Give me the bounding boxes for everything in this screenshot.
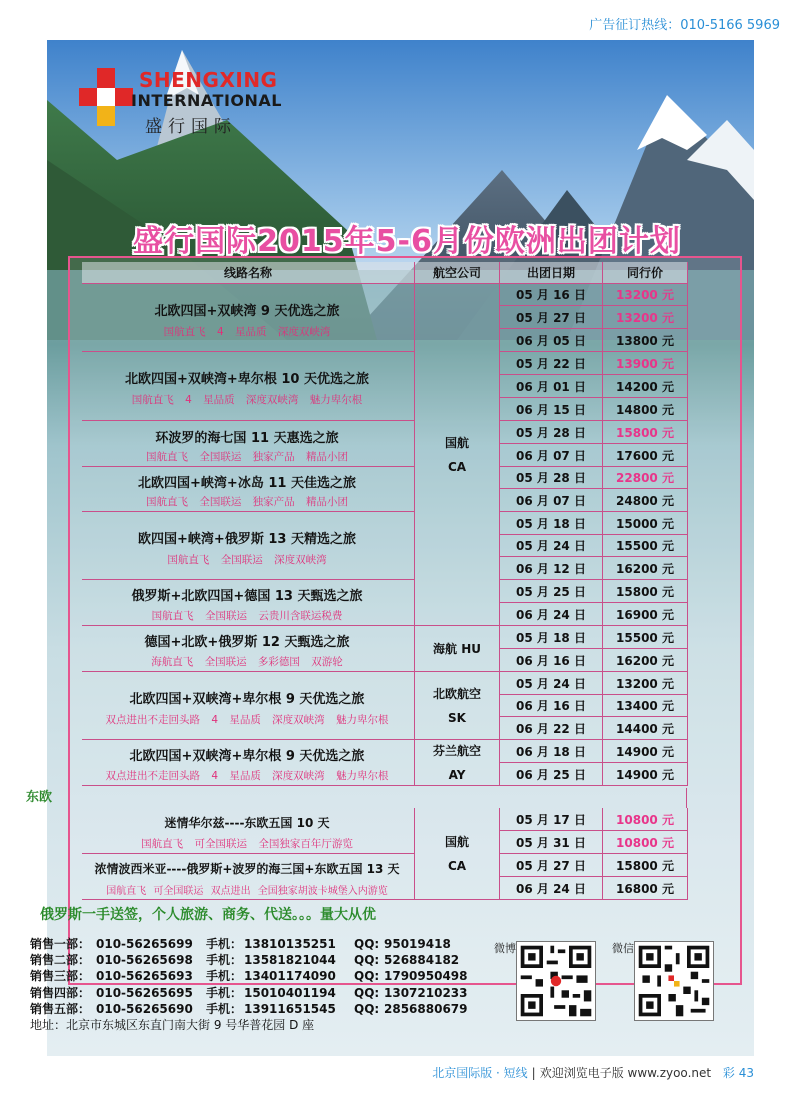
departure-date: 05 月 28 日 bbox=[500, 467, 603, 489]
weibo-qr-code-icon bbox=[516, 941, 596, 1021]
route-cell bbox=[82, 740, 415, 786]
route-name: 浓情波西米亚----俄罗斯+波罗的海三国+东欧五国 13 天 bbox=[94, 862, 400, 876]
airline-name: 国航 bbox=[444, 834, 469, 849]
departure-price: 16900 元 bbox=[603, 603, 688, 626]
contact-qq-label: QQ: bbox=[354, 969, 380, 984]
contact-mobile: 13581821044 bbox=[244, 953, 336, 968]
route-tags: 国航直飞 全国联运 深度双峡湾 bbox=[167, 554, 327, 566]
section-east-europe: 东欧 bbox=[14, 788, 687, 808]
departure-date: 05 月 24 日 bbox=[500, 535, 603, 557]
contact-dept: 销售三部： bbox=[30, 969, 91, 984]
contact-row bbox=[30, 936, 468, 952]
route-cell bbox=[82, 512, 415, 580]
route-name: 迷情华尔兹----东欧五国 10 天 bbox=[164, 816, 330, 830]
contact-qq: 1790950498 bbox=[384, 969, 468, 984]
airline-name: 国航 bbox=[444, 435, 469, 450]
departure-date: 05 月 27 日 bbox=[500, 854, 603, 877]
departure-price: 13900 元 bbox=[603, 352, 688, 375]
route-cell bbox=[82, 672, 415, 740]
departure-price: 13200 元 bbox=[603, 284, 688, 306]
route-tags: 双点进出不走回头路 4 星品质 深度双峡湾 魅力卑尔根 bbox=[105, 714, 389, 726]
departure-price: 15500 元 bbox=[603, 535, 688, 557]
logo-chinese: 盛行国际 bbox=[145, 117, 237, 137]
header-date: 出团日期 bbox=[500, 262, 603, 284]
contact-dept: 销售二部： bbox=[30, 953, 91, 968]
contact-list bbox=[30, 936, 468, 1033]
slogan: 俄罗斯一手送签，个人旅游、商务、代送。。。量大从优 bbox=[40, 907, 376, 923]
departure-price: 13200 元 bbox=[603, 306, 688, 329]
hotline-text: 广告征订热线：010-5166 5969 bbox=[589, 18, 780, 33]
airline-name: 芬兰航空 bbox=[432, 743, 481, 758]
logo-english-line2: INTERNATIONAL bbox=[131, 91, 282, 110]
route-tags: 国航直飞 全国联运 云贵川含联运税费 bbox=[151, 610, 343, 622]
contact-mobile: 13911651545 bbox=[244, 1001, 336, 1016]
departure-date: 05 月 16 日 bbox=[500, 284, 603, 306]
departure-date: 05 月 24 日 bbox=[500, 672, 603, 695]
departure-date: 05 月 25 日 bbox=[500, 580, 603, 603]
contact-qq-label: QQ: bbox=[354, 985, 380, 1000]
contact-qq: 2856880679 bbox=[384, 1001, 468, 1016]
route-tags: 双点进出不走回头路 4 星品质 深度双峡湾 魅力卑尔根 bbox=[105, 770, 389, 782]
footer-page-number: 彩 43 bbox=[722, 1066, 754, 1080]
header-airline: 航空公司 bbox=[415, 262, 500, 284]
contact-qq: 526884182 bbox=[384, 953, 460, 968]
route-cell bbox=[82, 352, 415, 421]
airline-cell bbox=[415, 740, 500, 786]
departure-price: 14200 元 bbox=[603, 375, 688, 398]
departure-price: 10800 元 bbox=[603, 808, 688, 831]
departure-date: 06 月 07 日 bbox=[500, 489, 603, 512]
contact-phone: 010-56265693 bbox=[96, 969, 193, 984]
contact-dept: 销售五部： bbox=[30, 1001, 91, 1016]
departure-price: 15800 元 bbox=[603, 854, 688, 877]
route-tags: 国航直飞 全国联运 独家产品 精品小团 bbox=[145, 496, 348, 508]
route-name: 北欧四国+双峡湾+卑尔根 9 天优选之旅 bbox=[129, 692, 365, 707]
departure-price: 14400 元 bbox=[603, 717, 688, 740]
weibo-label: 微博 bbox=[494, 942, 516, 955]
contact-qq-label: QQ: bbox=[354, 1001, 380, 1016]
departure-date: 05 月 28 日 bbox=[500, 421, 603, 444]
route-tags: 国航直飞 4 星品质 深度双峡湾 bbox=[163, 326, 331, 338]
contact-qq-label: QQ: bbox=[354, 937, 380, 951]
departure-date: 06 月 12 日 bbox=[500, 557, 603, 580]
route-name: 欧四国+峡湾+俄罗斯 13 天精选之旅 bbox=[138, 532, 356, 547]
airline-cell bbox=[415, 808, 500, 900]
contact-qq-label: QQ: bbox=[354, 953, 380, 968]
contact-row bbox=[30, 1001, 468, 1017]
route-cell bbox=[82, 421, 415, 467]
departure-price: 15500 元 bbox=[603, 626, 688, 649]
header-route: 线路名称 bbox=[82, 262, 415, 284]
route-name: 北欧四国+双峡湾+卑尔根 9 天优选之旅 bbox=[129, 749, 365, 764]
contact-qq: 1307210233 bbox=[384, 985, 468, 1000]
departure-date: 06 月 16 日 bbox=[500, 649, 603, 672]
departure-date: 06 月 24 日 bbox=[500, 877, 603, 900]
departure-date: 05 月 17 日 bbox=[500, 808, 603, 831]
contact-mobile: 13810135251 bbox=[244, 937, 336, 951]
departure-price: 15000 元 bbox=[603, 512, 688, 535]
departure-price: 15800 元 bbox=[603, 421, 688, 444]
contact-phone: 010-56265695 bbox=[96, 985, 193, 1000]
airline-cell bbox=[415, 672, 500, 740]
departure-price: 14800 元 bbox=[603, 398, 688, 421]
airline-code: AY bbox=[448, 767, 466, 782]
route-cell bbox=[82, 626, 415, 672]
airline-cell bbox=[415, 284, 500, 626]
departure-date: 05 月 27 日 bbox=[500, 306, 603, 329]
contact-phone: 010-56265698 bbox=[96, 953, 193, 968]
contact-dept: 销售四部： bbox=[30, 985, 91, 1000]
contact-mobile-label: 手机： bbox=[206, 985, 243, 1000]
departure-price: 13400 元 bbox=[603, 695, 688, 717]
airline-name: 北欧航空 bbox=[432, 686, 481, 701]
contact-mobile: 13401174090 bbox=[244, 969, 336, 984]
contact-mobile: 15010401194 bbox=[244, 985, 336, 1000]
departure-date: 06 月 05 日 bbox=[500, 329, 603, 352]
route-tags: 国航直飞 可全国联运 全国独家百年厅游览 bbox=[141, 838, 353, 850]
airline-code: SK bbox=[448, 710, 466, 725]
route-name: 环波罗的海七国 11 天惠选之旅 bbox=[155, 431, 339, 446]
departure-date: 06 月 15 日 bbox=[500, 398, 603, 421]
weixin-qr-code-icon bbox=[634, 941, 714, 1021]
contact-row bbox=[30, 985, 468, 1001]
airline-code: CA bbox=[447, 858, 467, 873]
page-title: 盛行国际2015年5-6月份欧洲出团计划 bbox=[133, 224, 681, 259]
contact-mobile-label: 手机： bbox=[206, 953, 243, 968]
departure-date: 06 月 01 日 bbox=[500, 375, 603, 398]
airline-cell bbox=[415, 626, 500, 672]
departure-price: 16200 元 bbox=[603, 649, 688, 672]
departure-price: 24800 元 bbox=[603, 489, 688, 512]
weixin-label: 微信 bbox=[612, 942, 634, 955]
route-name: 北欧四国+峡湾+冰岛 11 天佳选之旅 bbox=[138, 476, 356, 491]
route-tags: 海航直飞 全国联运 多彩德国 双游轮 bbox=[151, 656, 343, 668]
contact-phone: 010-56265690 bbox=[96, 1001, 193, 1016]
route-tags: 国航直飞 全国联运 独家产品 精品小团 bbox=[145, 451, 348, 463]
route-cell bbox=[82, 808, 415, 854]
departure-date: 06 月 18 日 bbox=[500, 740, 603, 763]
footer-website: 欢迎浏览电子版 www.zyoo.net bbox=[539, 1066, 712, 1080]
route-name: 北欧四国+双峡湾 9 天优选之旅 bbox=[154, 304, 340, 319]
contact-dept: 销售一部： bbox=[30, 937, 91, 951]
route-name: 北欧四国+双峡湾+卑尔根 10 天优选之旅 bbox=[125, 372, 369, 387]
departure-price: 14900 元 bbox=[603, 740, 688, 763]
contact-mobile-label: 手机： bbox=[206, 937, 243, 951]
departure-price: 13200 元 bbox=[603, 672, 688, 695]
departure-price: 17600 元 bbox=[603, 444, 688, 467]
departure-date: 05 月 22 日 bbox=[500, 352, 603, 375]
route-tags: 国航直飞 可全国联运 双点进出 全国独家胡波卡城堡入内游览 bbox=[106, 886, 388, 897]
contact-qq: 95019418 bbox=[384, 937, 451, 951]
logo-english-line1: SHENGXING bbox=[139, 68, 278, 92]
route-name: 德国+北欧+俄罗斯 12 天甄选之旅 bbox=[144, 635, 350, 650]
departure-date: 06 月 22 日 bbox=[500, 717, 603, 740]
airline-name: 海航 HU bbox=[433, 641, 481, 656]
contact-mobile-label: 手机： bbox=[206, 969, 243, 984]
departure-date: 06 月 24 日 bbox=[500, 603, 603, 626]
route-name: 俄罗斯+北欧四国+德国 13 天甄选之旅 bbox=[131, 589, 363, 604]
route-cell bbox=[82, 284, 415, 352]
header-price: 同行价 bbox=[603, 262, 688, 284]
route-cell bbox=[82, 467, 415, 512]
footer-edition: 北京国际版 · 短线 bbox=[432, 1066, 528, 1080]
contact-row bbox=[30, 968, 468, 984]
route-cell bbox=[82, 580, 415, 626]
departure-price: 22800 元 bbox=[603, 467, 688, 489]
contact-phone: 010-56265699 bbox=[96, 937, 193, 951]
page-footer: 北京国际版 · 短线 | 欢迎浏览电子版 www.zyoo.net 彩 43 bbox=[432, 1066, 754, 1080]
contact-mobile-label: 手机： bbox=[206, 1001, 243, 1016]
departure-date: 06 月 07 日 bbox=[500, 444, 603, 467]
departure-price: 16200 元 bbox=[603, 557, 688, 580]
departure-date: 05 月 31 日 bbox=[500, 831, 603, 854]
departure-date: 05 月 18 日 bbox=[500, 626, 603, 649]
route-cell bbox=[82, 854, 415, 900]
airline-code: CA bbox=[447, 459, 467, 474]
departure-date: 06 月 25 日 bbox=[500, 763, 603, 786]
departure-date: 06 月 16 日 bbox=[500, 695, 603, 717]
departure-price: 10800 元 bbox=[603, 831, 688, 854]
route-tags: 国航直飞 4 星品质 深度双峡湾 魅力卑尔根 bbox=[131, 394, 363, 406]
departure-price: 13800 元 bbox=[603, 329, 688, 352]
address: 地址：北京市东城区东直门南大街 9 号华普花园 D 座 bbox=[30, 1018, 315, 1033]
departure-date: 05 月 18 日 bbox=[500, 512, 603, 535]
contact-row bbox=[30, 952, 468, 968]
departure-price: 14900 元 bbox=[603, 763, 688, 786]
departure-price: 15800 元 bbox=[603, 580, 688, 603]
departure-price: 16800 元 bbox=[603, 877, 688, 900]
